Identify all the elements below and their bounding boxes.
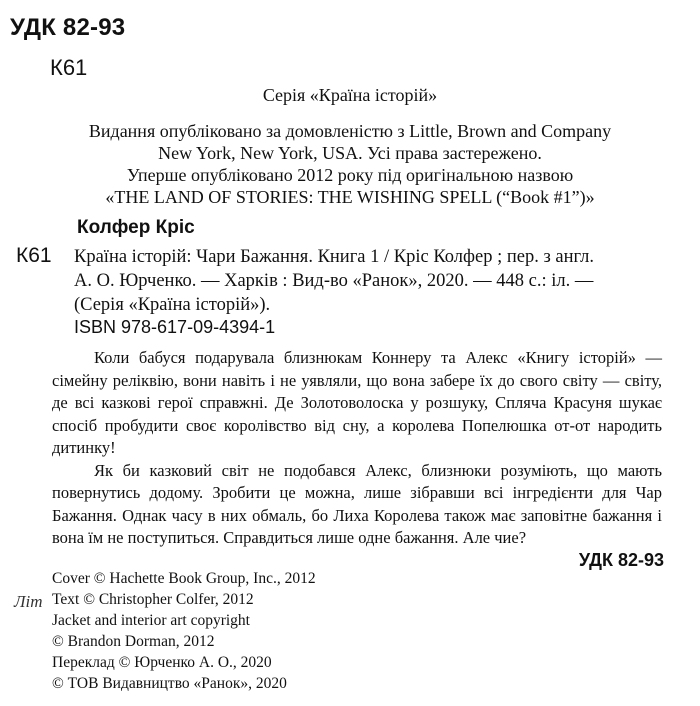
annotation-paragraph: Як би казковий світ не подобався Алекс, близнюки розуміють, що мають повернутись додому. Зробити це можна, лише зібравши всі інгредієнти для Чар Бажання. Однак часу в них обмаль, бо Лиха Королева також має заповітне бажання і вона їм не поступиться. Справдиться лише одне бажання. Але чие?	[52, 460, 662, 547]
credit-line: Cover © Hachette Book Group, Inc., 2012	[52, 570, 316, 587]
author-mark-top: К61	[50, 55, 88, 80]
annotation	[52, 347, 662, 550]
bibliographic-record	[74, 245, 674, 317]
bibliographic-line: А. О. Юрченко. — Харків : Вид-во «Ранок», 2020. — 448 с.: іл. —	[74, 271, 594, 291]
credit-line: © ТОВ Видавництво «Ранок», 2020	[52, 675, 287, 692]
credit-line: Text © Christopher Colfer, 2012	[52, 591, 254, 608]
credit-line: © Brandon Dorman, 2012	[52, 633, 215, 650]
author-heading: Колфер Кріс	[77, 217, 195, 238]
isbn: ISBN 978-617-09-4394-1	[74, 317, 276, 337]
bibliographic-line: (Серія «Країна історій»).	[74, 295, 271, 315]
udk-code-top: УДК 82-93	[10, 14, 126, 41]
author-mark-mid: К61	[16, 244, 52, 267]
publication-line: «THE LAND OF STORIES: THE WISHING SPELL (“Book #1”)»	[105, 187, 595, 207]
handwritten-mark: Літ	[14, 592, 43, 611]
credit-line: Jacket and interior art copyright	[52, 612, 250, 629]
publication-notice	[0, 120, 700, 208]
annotation-paragraph: Коли бабуся подарувала близнюкам Коннеру та Алекс «Книгу історій» — сімейну реліквію, вони навіть і не уявляли, що вона забере їх до свого світу — світу, де всі казкові герої справжні. Де Золотоволоска у розшуку, Спляча Красуня шукає спосіб пробудити своє королівство від сну, а королева Попелюшка от-от народить дитинку!	[52, 348, 662, 457]
series-line: Серія «Країна історій»	[262, 85, 438, 105]
udk-code-bottom: УДК 82-93	[578, 550, 664, 570]
publication-line: New York, New York, USA. Усі права застережено.	[158, 143, 542, 163]
publication-line: Видання опубліковано за домовленістю з Little, Brown and Company	[88, 121, 612, 141]
copyright-credits	[52, 568, 316, 694]
bibliographic-line: Країна історій: Чари Бажання. Книга 1 / Кріс Колфер ; пер. з англ.	[74, 247, 594, 267]
credit-line: Переклад © Юрченко А. О., 2020	[52, 654, 272, 671]
publication-line: Уперше опубліковано 2012 року під оригінальною назвою	[126, 165, 574, 185]
